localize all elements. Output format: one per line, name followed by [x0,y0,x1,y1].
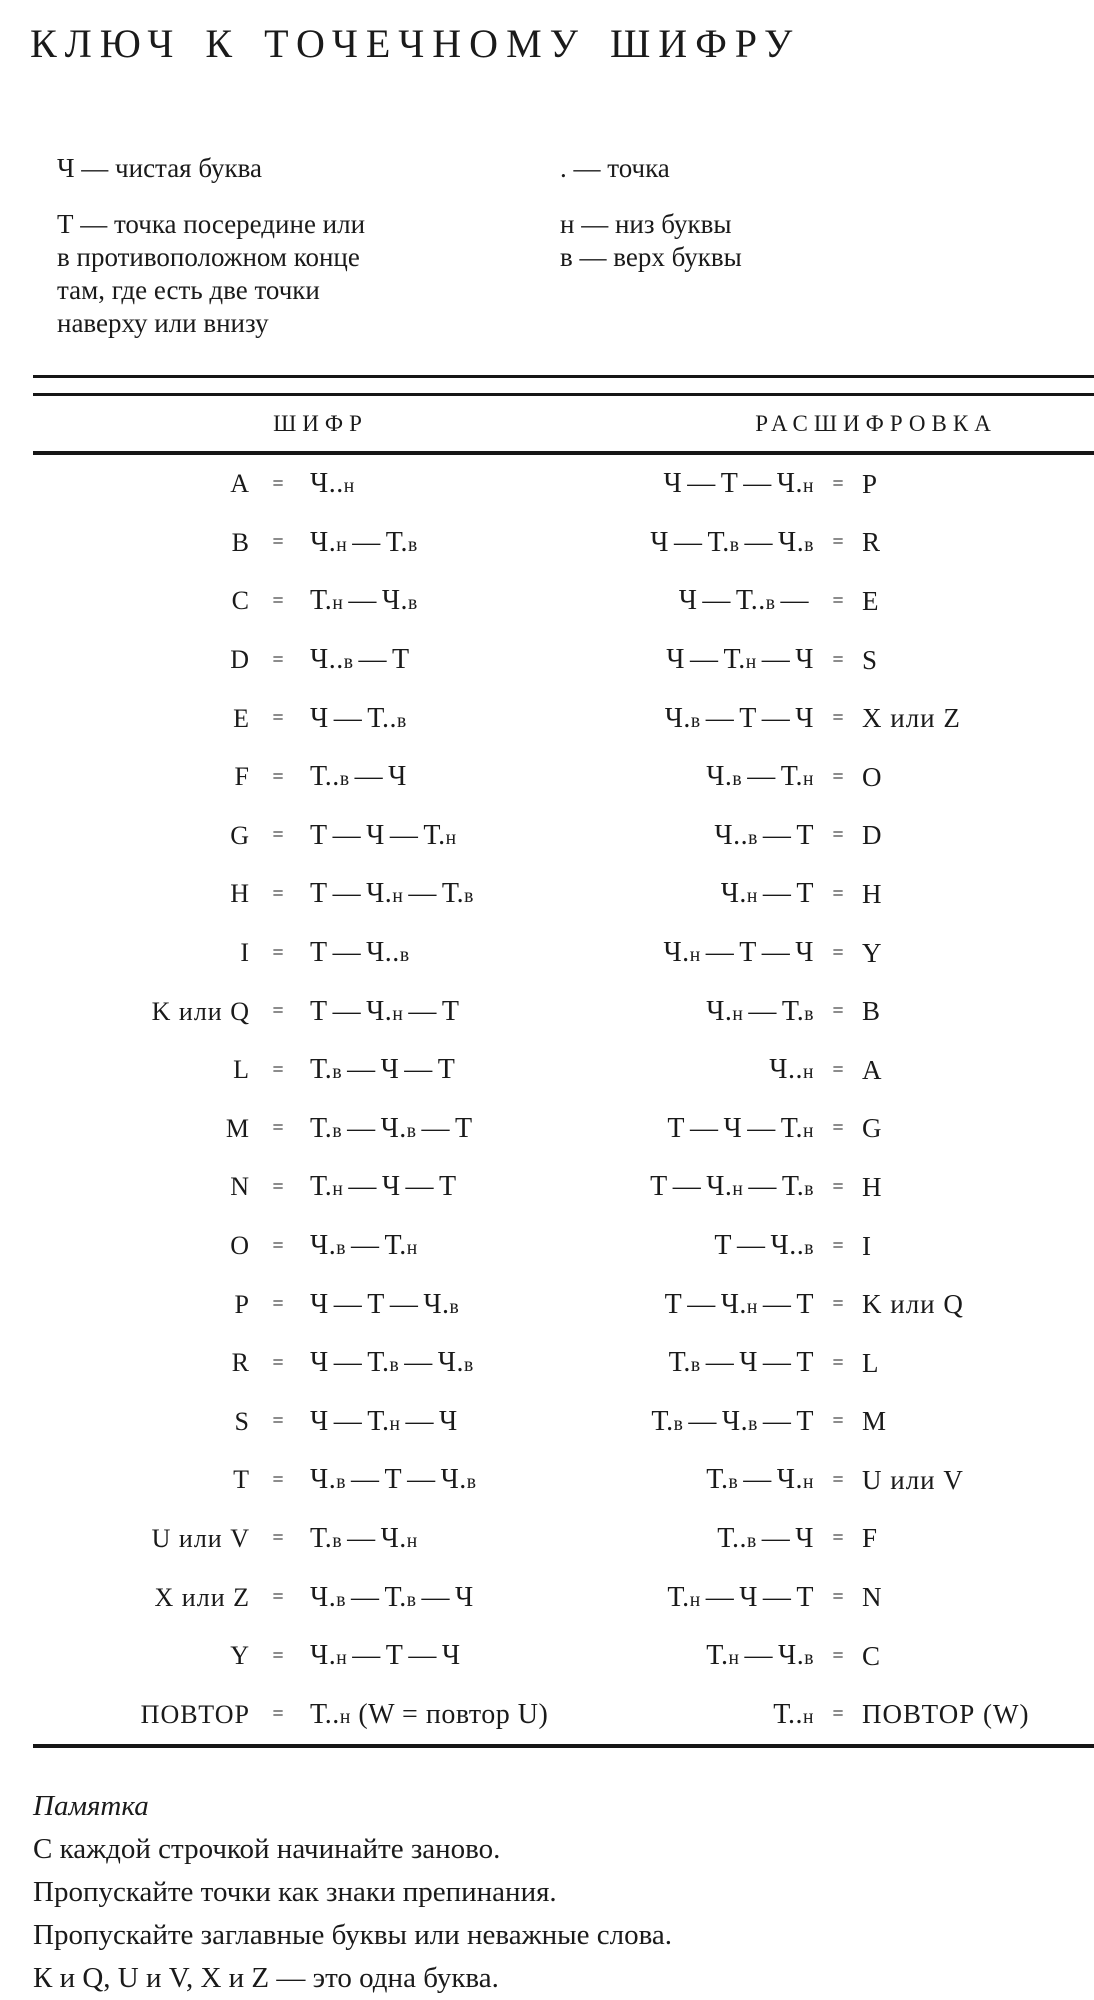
memo-heading: Памятка [33,1790,149,1823]
equals-sign: = [832,941,844,964]
equals-sign: = [272,1117,284,1140]
deciphered-letter: H [862,1171,883,1202]
cipher-table-row [0,1685,1094,1744]
plain-letter: U или V [151,1523,250,1553]
cipher-table-row [0,514,1094,573]
plain-letter: I [240,938,250,968]
deciphered-letter: ПОВТОР (W) [862,1699,1030,1730]
equals-sign: = [272,1234,284,1257]
equals-sign: = [272,1468,284,1491]
decipher-code: Т — Ч — Т.н [667,1112,814,1144]
cipher-code: Ч — Т.н — Ч [310,1405,458,1437]
cipher-code: Ч — Т — Ч.в [310,1288,460,1320]
plain-letter: ПОВТОР [140,1699,250,1729]
cipher-table-row [0,924,1094,983]
equals-sign: = [832,1000,844,1023]
deciphered-letter: Y [862,937,883,968]
cipher-table-row [0,1100,1094,1159]
legend-line: в — верх буквы [560,242,742,272]
equals-sign: = [272,765,284,788]
deciphered-letter: F [862,1523,879,1554]
cipher-table-row [0,807,1094,866]
decipher-code: Ч.в — Т — Ч [664,702,814,734]
cipher-code: Т.н — Ч.в [310,585,418,617]
deciphered-letter: K или Q [862,1289,964,1320]
deciphered-letter: X или Z [862,703,961,734]
decipher-code: Т.в — Ч.н [706,1464,814,1496]
deciphered-letter: S [862,644,879,675]
cipher-table-row [0,865,1094,924]
cipher-code: Т — Ч..в [310,937,410,969]
equals-sign: = [832,1468,844,1491]
equals-sign: = [272,531,284,554]
deciphered-letter: O [862,761,883,792]
decipher-code: Т — Ч.н — Т.в [650,1171,814,1203]
legend-line: там, где есть две точки [57,275,320,305]
cipher-code: Ч..н [310,468,355,500]
plain-letter: M [225,1113,250,1143]
plain-letter: L [233,1055,250,1085]
cipher-table-row [0,982,1094,1041]
decipher-code: Ч.н — Т — Ч [663,937,814,969]
deciphered-letter: L [862,1347,880,1378]
cipher-code: Ч.в — Т.н [310,1230,418,1262]
plain-letter: A [230,469,250,499]
cipher-code: Т.в — Ч — Т [310,1054,456,1086]
legend-line: Т — точка посередине или [57,209,366,239]
equals-sign: = [832,1644,844,1667]
cipher-code: Ч.в — Т — Ч.в [310,1464,477,1496]
legend-left-column [57,152,560,363]
equals-sign: = [272,707,284,730]
cipher-code: Ч — Т.в — Ч.в [310,1347,474,1379]
cipher-code: Ч — Т..в [310,702,407,734]
deciphered-letter: P [862,468,879,499]
legend-line: н — низ буквы [560,209,732,239]
divider-rule-bottom [33,1744,1094,1748]
cipher-code: Ч..в — Т [310,644,410,676]
legend-item [560,152,1094,185]
cipher-code: Ч.н — Т.в [310,526,418,558]
equals-sign: = [832,648,844,671]
cipher-table-row [0,1041,1094,1100]
plain-letter: D [230,645,250,675]
decipher-code: Т.в — Ч.в — Т [651,1405,814,1437]
cipher-table-row [0,455,1094,514]
decipher-code: Ч..н [769,1054,814,1086]
decipher-code: Т.н — Ч.в [706,1640,814,1672]
cipher-code: Т..в — Ч [310,761,407,793]
cipher-table-row [0,1568,1094,1627]
decipher-code: Ч.в — Т.н [706,761,814,793]
deciphered-letter: A [862,1054,883,1085]
deciphered-letter: B [862,996,882,1027]
cipher-code: Т.в — Ч.в — Т [310,1112,473,1144]
equals-sign: = [832,1351,844,1374]
legend-item [560,208,1094,274]
equals-sign: = [272,1058,284,1081]
equals-sign: = [272,882,284,905]
memo-line: Пропускайте точки как знаки препинания. [33,1876,557,1909]
cipher-table-row [0,1217,1094,1276]
decipher-code: Ч — Т.н — Ч [666,644,814,676]
equals-sign: = [832,1234,844,1257]
legend-right-column [560,152,1094,297]
equals-sign: = [272,1527,284,1550]
cipher-table-row [0,1510,1094,1569]
equals-sign: = [272,589,284,612]
cipher-code: Т — Ч.н — Т.в [310,878,474,910]
deciphered-letter: E [862,585,880,616]
equals-sign: = [832,1293,844,1316]
equals-sign: = [832,531,844,554]
plain-letter: N [230,1172,250,1202]
equals-sign: = [272,1410,284,1433]
deciphered-letter: G [862,1113,883,1144]
deciphered-letter: R [862,527,882,558]
cipher-table-row [0,1627,1094,1686]
decipher-code: Т.н — Ч — Т [667,1581,814,1613]
legend-line: . — точка [560,153,670,183]
decipher-code: Ч..в — Т [714,819,814,851]
cipher-table-row [0,1275,1094,1334]
plain-letter: R [231,1348,250,1378]
memo-lines [33,1828,1094,2000]
plain-letter: X или Z [154,1582,250,1612]
plain-letter: S [234,1406,250,1436]
cipher-code: Т.н — Ч — Т [310,1171,457,1203]
equals-sign: = [272,1000,284,1023]
equals-sign: = [832,1586,844,1609]
plain-letter: E [233,703,250,733]
equals-sign: = [832,1117,844,1140]
deciphered-letter: C [862,1640,882,1671]
legend-item [57,152,560,185]
legend-line: Ч — чистая буква [57,153,263,183]
plain-letter: Y [230,1641,250,1671]
deciphered-letter: H [862,878,883,909]
decipher-code: Т..в — Ч [717,1522,814,1554]
equals-sign: = [832,824,844,847]
deciphered-letter: D [862,820,883,851]
equals-sign: = [272,1175,284,1198]
decipher-code: Т.в — Ч — Т [668,1347,814,1379]
divider-rule-top-1 [33,375,1094,378]
equals-sign: = [832,765,844,788]
cipher-table-row [0,1451,1094,1510]
plain-letter: B [231,527,250,557]
decipher-code: Т — Ч.н — Т [664,1288,814,1320]
cipher-table-row [0,1393,1094,1452]
memo-section [33,1784,1094,2000]
cipher-table-row [0,572,1094,631]
equals-sign: = [832,1058,844,1081]
equals-sign: = [272,1586,284,1609]
equals-sign: = [272,1351,284,1374]
equals-sign: = [832,1527,844,1550]
plain-letter: O [230,1231,250,1261]
decipher-code: Ч — Т — Ч.н [663,468,814,500]
equals-sign: = [832,882,844,905]
equals-sign: = [832,1703,844,1726]
decipher-code: Т — Ч..в [714,1230,814,1262]
plain-letter: T [233,1465,250,1495]
equals-sign: = [272,1703,284,1726]
equals-sign: = [832,1410,844,1433]
cipher-table-row [0,1334,1094,1393]
plain-letter: H [230,879,250,909]
cipher-code: Т — Ч.н — Т [310,995,460,1027]
equals-sign: = [272,941,284,964]
deciphered-letter: M [862,1406,888,1437]
cipher-code: Т..н (W = повтор U) [310,1698,549,1730]
decipher-code: Т..н [773,1698,814,1730]
equals-sign: = [832,1175,844,1198]
column-header-cipher: ШИФР [273,410,368,436]
decipher-code: Ч.н — Т [720,878,814,910]
cipher-code: Ч.н — Т — Ч [310,1640,461,1672]
cipher-code: Ч.в — Т.в — Ч [310,1581,474,1613]
equals-sign: = [272,1293,284,1316]
decipher-code: Ч — Т.в — Ч.в [650,526,814,558]
equals-sign: = [832,589,844,612]
plain-letter: G [230,820,250,850]
deciphered-letter: U или V [862,1464,964,1495]
equals-sign: = [272,1644,284,1667]
equals-sign: = [832,707,844,730]
decipher-code: Ч — Т..в — [678,585,809,617]
plain-letter: F [234,762,250,792]
memo-line: С каждой строчкой начинайте заново. [33,1833,501,1866]
plain-letter: P [234,1289,250,1319]
legend-item [57,208,560,340]
plain-letter: C [231,586,250,616]
legend-line: наверху или внизу [57,308,269,338]
cipher-code: Т — Ч — Т.н [310,819,457,851]
memo-line: К и Q, U и V, X и Z — это одна буква. [33,1962,499,1995]
cipher-table-row [0,1158,1094,1217]
cipher-table-row [0,631,1094,690]
deciphered-letter: I [862,1230,872,1261]
equals-sign: = [272,472,284,495]
plain-letter: K или Q [151,996,250,1026]
cipher-table-row [0,748,1094,807]
decipher-code: Ч.н — Т.в [706,995,814,1027]
cipher-code: Т.в — Ч.н [310,1522,418,1554]
equals-sign: = [272,648,284,671]
deciphered-letter: N [862,1582,883,1613]
equals-sign: = [272,824,284,847]
cipher-table-header [0,396,1094,451]
page-title: КЛЮЧ К ТОЧЕЧНОМУ ШИФРУ [30,21,801,66]
cipher-table-row [0,689,1094,748]
equals-sign: = [832,472,844,495]
legend-line: в противоположном конце [57,242,360,272]
cipher-table-body [0,455,1094,1744]
legend [57,152,1094,363]
memo-line: Пропускайте заглавные буквы или неважные слова. [33,1919,673,1952]
column-header-decipher: РАСШИФРОВКА [755,410,997,436]
